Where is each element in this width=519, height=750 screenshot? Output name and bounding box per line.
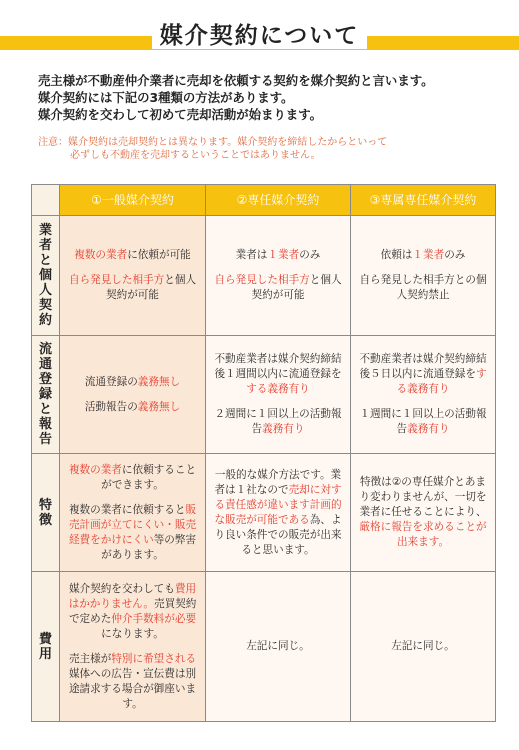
- cell-dedicated-costs: 左記に同じ。: [351, 572, 496, 722]
- page-title: 媒介契約について: [0, 17, 519, 50]
- row-header-features: 特徴: [32, 454, 60, 572]
- intro-line: 売主様が不動産仲介業者に売却を依頼する契約を媒介契約と言います。: [38, 73, 434, 88]
- cell-general-features: 複数の業者に依頼することができます。 複数の業者に依頼すると販売計画が立てにくい・販売経費をかけにくい等の弊害があります。: [60, 454, 206, 572]
- cell-dedicated-features: 特徴は②の専任媒介とあまり変わりませんが、一切を業者に任せることにより、厳格に報告を求めることが出来ます。: [351, 454, 496, 572]
- row-header-listing-report: 流通登録と報告: [32, 336, 60, 454]
- cell-dedicated-individual: 依頼は１業者のみ 自ら発見した相手方との個人契約禁止: [351, 216, 496, 336]
- intro-text: [38, 72, 434, 123]
- cell-exclusive-listing: 不動産業者は媒介契約締結後１週間以内に流通登録をする義務有り ２週間に１回以上の活動報告義務有り: [206, 336, 351, 454]
- intro-line: 媒介契約を交わして初めて売却活動が始まります。: [38, 107, 322, 122]
- caution-line: 必ずしも不動産を売却するということではありません。: [70, 150, 321, 161]
- cell-general-individual: 複数の業者に依頼が可能 自ら発見した相手方と個人契約が可能: [60, 216, 206, 336]
- cell-general-costs: 媒介契約を交わしても費用はかかりません。売買契約で定めた仲介手数料が必要になります。 売主様が特別に希望される媒体への広告・宣伝費は別途請求する場合が御座います。: [60, 572, 206, 722]
- cell-exclusive-costs: 左記に同じ。: [206, 572, 351, 722]
- column-header-exclusive: ②専任媒介契約: [206, 185, 351, 216]
- cell-general-listing: 流通登録の義務無し 活動報告の義務無し: [60, 336, 206, 454]
- column-header-general: ①一般媒介契約: [60, 185, 206, 216]
- column-header-exclusive-dedicated: ③専属専任媒介契約: [351, 185, 496, 216]
- table-corner: [32, 185, 60, 216]
- row-header-costs: 費用: [32, 572, 60, 722]
- caution-note: [38, 136, 387, 162]
- intro-line: 媒介契約には下記の3種類の方法があります。: [38, 90, 294, 105]
- cell-exclusive-individual: 業者は１業者のみ 自ら発見した相手方と個人契約が可能: [206, 216, 351, 336]
- cell-dedicated-listing: 不動産業者は媒介契約締結後５日以内に流通登録をする義務有り １週間に１回以上の活動報告義務有り: [351, 336, 496, 454]
- caution-line: 注意：媒介契約は売却契約とは異なります。媒介契約を締結したからといって: [38, 137, 388, 148]
- contract-comparison-table: [31, 184, 496, 722]
- cell-exclusive-features: 一般的な媒介方法です。業者は１社なので売却に対する責任感が違います計画的な販売が可能である為、より良い条件での販売が出来ると思います。: [206, 454, 351, 572]
- row-header-individual-contract: 業者と個人契約: [32, 216, 60, 336]
